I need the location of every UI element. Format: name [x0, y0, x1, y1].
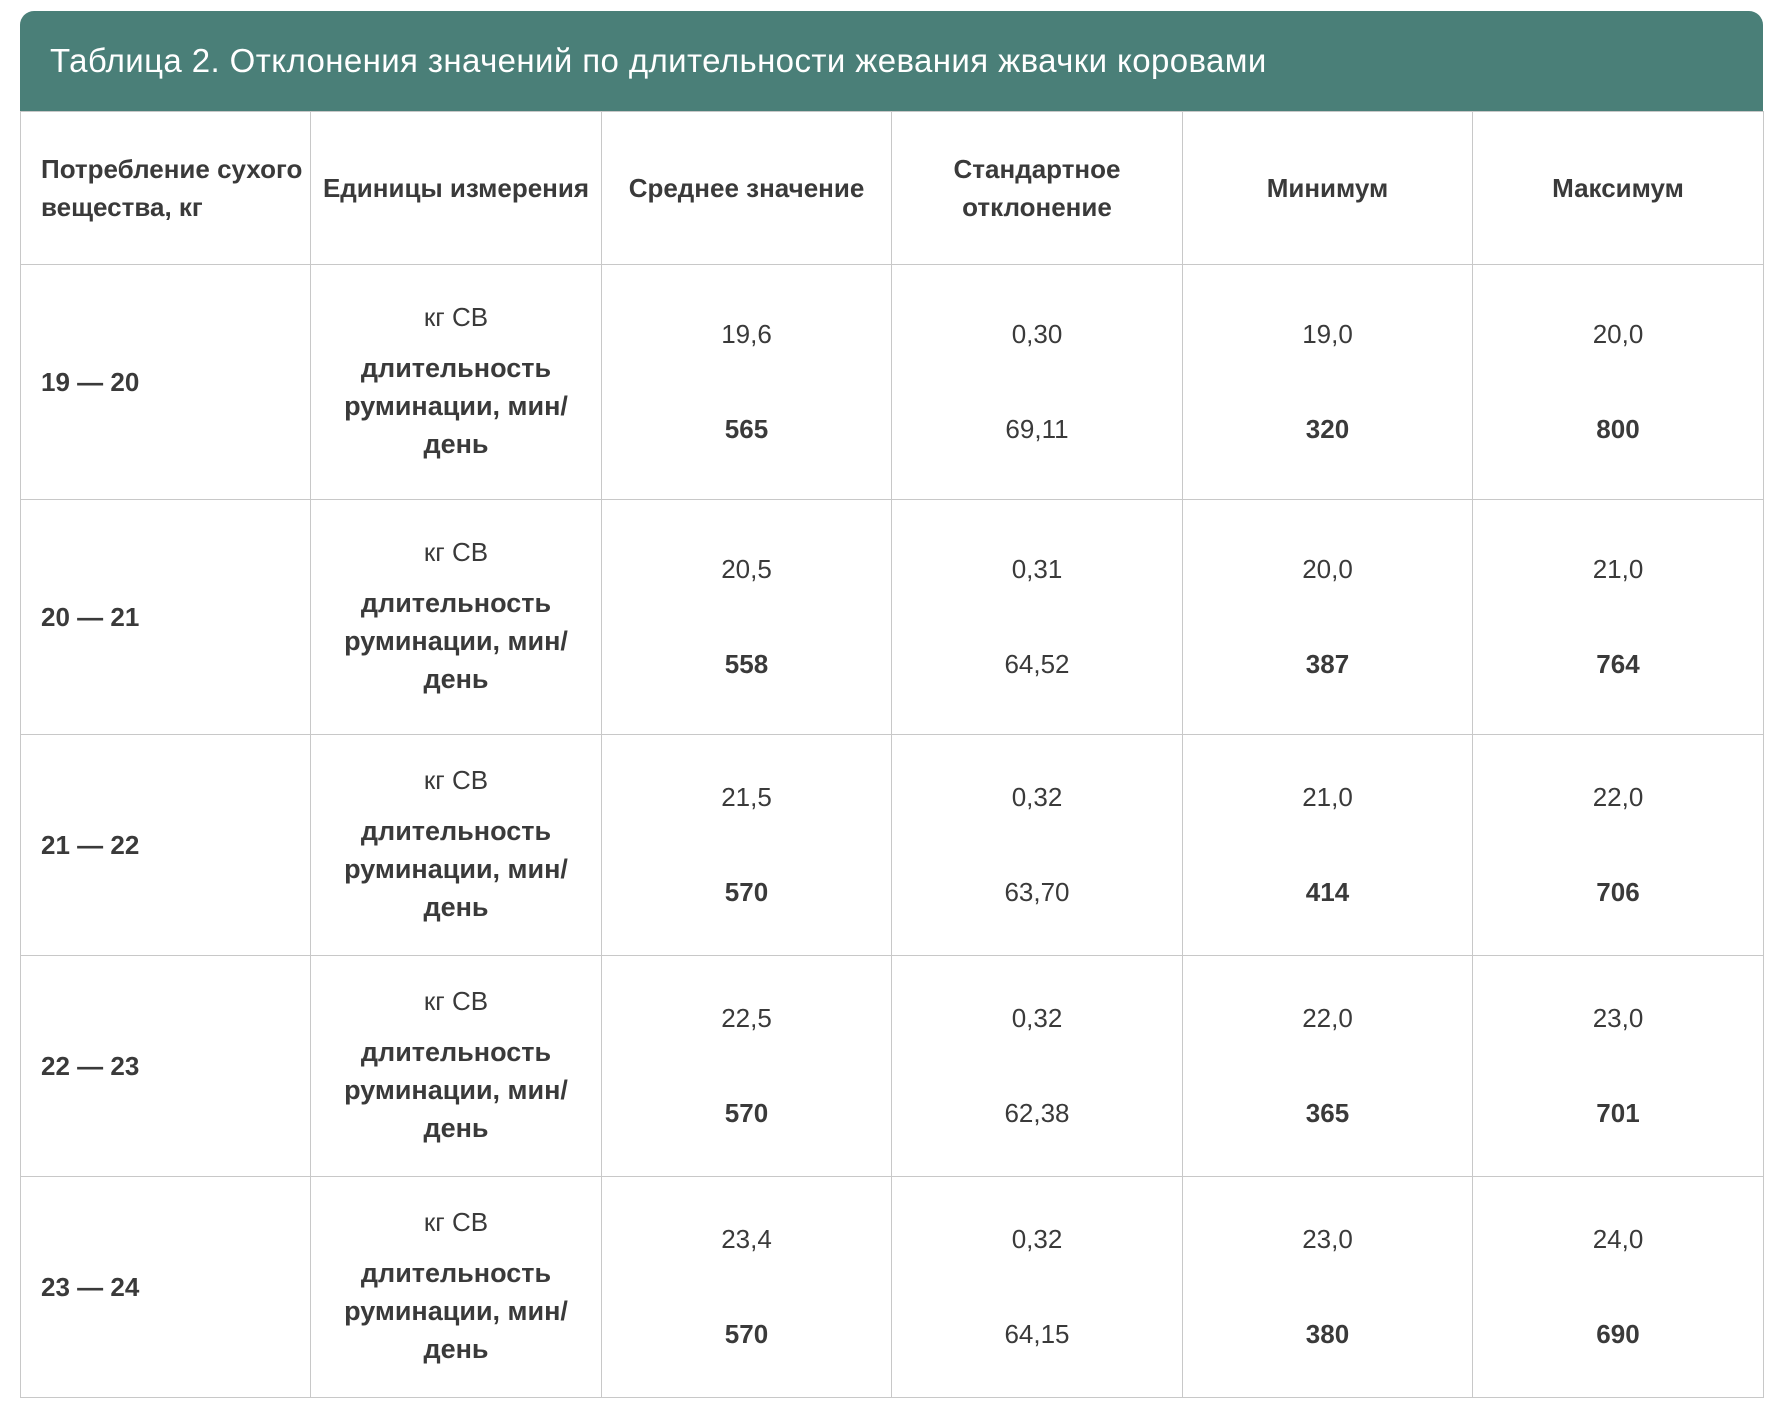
mean-dry-matter-value: 20,5 — [721, 554, 772, 584]
unit-rumination-label: длительность руминации, мин/ день — [344, 1257, 568, 1364]
min-rumination-value: 380 — [1305, 1319, 1350, 1349]
units-cell — [311, 735, 602, 956]
max-rumination-value: 764 — [1596, 649, 1640, 679]
units-cell — [311, 500, 602, 735]
max-rumination-value: 706 — [1596, 877, 1640, 907]
rumination-table — [20, 111, 1764, 1398]
intake-range-cell: 19 — 20 — [21, 265, 311, 500]
mean-cell — [602, 265, 892, 500]
table-title: Таблица 2. Отклонения значений по длительности жевания жвачки коровами — [50, 42, 1267, 79]
mean-dry-matter-value: 19,6 — [721, 319, 772, 349]
max-dry-matter-value: 23,0 — [1592, 1003, 1644, 1033]
table-row — [21, 500, 1764, 735]
min-rumination-value: 365 — [1305, 1098, 1350, 1128]
max-rumination-value: 690 — [1596, 1319, 1640, 1349]
min-cell — [1183, 265, 1473, 500]
unit-dry-matter-label: кг СВ — [423, 536, 489, 567]
table-row — [21, 265, 1764, 500]
max-dry-matter-value: 20,0 — [1592, 319, 1644, 349]
col-header-min: Минимум — [1183, 112, 1473, 265]
max-cell — [1473, 735, 1764, 956]
sd-dry-matter-value: 0,30 — [1011, 319, 1063, 349]
col-header-mean: Среднее значение — [602, 112, 892, 265]
max-rumination-value: 701 — [1596, 1098, 1640, 1128]
sd-cell — [892, 956, 1183, 1177]
max-cell — [1473, 1177, 1764, 1398]
sd-cell — [892, 1177, 1183, 1398]
col-header-units: Единицы измерения — [311, 112, 602, 265]
max-dry-matter-value: 24,0 — [1592, 1224, 1644, 1254]
table-row — [21, 956, 1764, 1177]
sd-dry-matter-value: 0,32 — [1011, 782, 1063, 812]
unit-rumination-label: длительность руминации, мин/ день — [344, 352, 568, 459]
max-rumination-value: 800 — [1596, 414, 1640, 444]
mean-dry-matter-value: 23,4 — [721, 1224, 772, 1254]
sd-dry-matter-value: 0,32 — [1011, 1224, 1063, 1254]
intake-range-cell: 22 — 23 — [21, 956, 311, 1177]
min-dry-matter-value: 21,0 — [1302, 782, 1353, 812]
sd-dry-matter-value: 0,31 — [1011, 554, 1063, 584]
mean-cell — [602, 500, 892, 735]
col-header-sd: Стандартное отклонение — [892, 112, 1183, 265]
table-row — [21, 735, 1764, 956]
mean-rumination-value: 558 — [724, 649, 769, 679]
sd-rumination-value: 69,11 — [1005, 414, 1069, 444]
min-cell — [1183, 1177, 1473, 1398]
min-dry-matter-value: 19,0 — [1302, 319, 1353, 349]
units-cell — [311, 956, 602, 1177]
mean-rumination-value: 570 — [724, 1098, 769, 1128]
mean-cell — [602, 956, 892, 1177]
max-cell — [1473, 500, 1764, 735]
max-cell — [1473, 956, 1764, 1177]
mean-dry-matter-value: 22,5 — [721, 1003, 772, 1033]
mean-cell — [602, 735, 892, 956]
intake-range-cell: 23 — 24 — [21, 1177, 311, 1398]
unit-dry-matter-label: кг СВ — [423, 301, 489, 332]
min-cell — [1183, 735, 1473, 956]
unit-dry-matter-label: кг СВ — [423, 1206, 489, 1237]
intake-range-cell: 20 — 21 — [21, 500, 311, 735]
mean-dry-matter-value: 21,5 — [721, 782, 772, 812]
max-dry-matter-value: 22,0 — [1592, 782, 1644, 812]
sd-cell — [892, 265, 1183, 500]
min-cell — [1183, 500, 1473, 735]
mean-cell — [602, 1177, 892, 1398]
mean-rumination-value: 570 — [724, 1319, 769, 1349]
unit-rumination-label: длительность руминации, мин/ день — [344, 1036, 568, 1143]
unit-rumination-label: длительность руминации, мин/ день — [344, 815, 568, 922]
table-row — [21, 1177, 1764, 1398]
unit-rumination-label: длительность руминации, мин/ день — [344, 587, 568, 694]
data-table-card — [20, 11, 1763, 1398]
unit-dry-matter-label: кг СВ — [423, 985, 489, 1016]
sd-rumination-value: 63,70 — [1004, 877, 1070, 907]
header-row — [21, 112, 1764, 265]
min-rumination-value: 414 — [1305, 877, 1350, 907]
units-cell — [311, 265, 602, 500]
min-cell — [1183, 956, 1473, 1177]
sd-rumination-value: 64,15 — [1004, 1319, 1070, 1349]
unit-dry-matter-label: кг СВ — [423, 764, 489, 795]
sd-dry-matter-value: 0,32 — [1011, 1003, 1063, 1033]
max-dry-matter-value: 21,0 — [1592, 554, 1644, 584]
table-body — [21, 265, 1764, 1398]
col-header-intake: Потребление сухого вещества, кг — [21, 112, 311, 265]
col-header-max: Максимум — [1473, 112, 1764, 265]
min-rumination-value: 387 — [1305, 649, 1350, 679]
min-dry-matter-value: 23,0 — [1302, 1224, 1353, 1254]
table-title-bar — [20, 11, 1763, 111]
sd-rumination-value: 64,52 — [1004, 649, 1070, 679]
mean-rumination-value: 570 — [724, 877, 769, 907]
sd-cell — [892, 735, 1183, 956]
intake-range-cell: 21 — 22 — [21, 735, 311, 956]
units-cell — [311, 1177, 602, 1398]
min-rumination-value: 320 — [1305, 414, 1350, 444]
min-dry-matter-value: 22,0 — [1302, 1003, 1353, 1033]
max-cell — [1473, 265, 1764, 500]
sd-rumination-value: 62,38 — [1004, 1098, 1070, 1128]
mean-rumination-value: 565 — [724, 414, 769, 444]
sd-cell — [892, 500, 1183, 735]
min-dry-matter-value: 20,0 — [1302, 554, 1353, 584]
